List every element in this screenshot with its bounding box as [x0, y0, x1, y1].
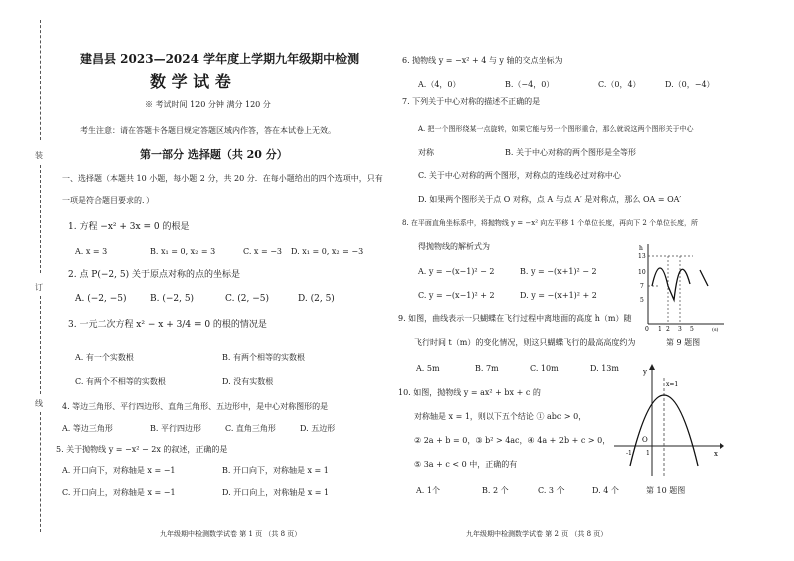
x-tick: 5 [690, 326, 694, 332]
notice: 考生注意：请在答题卡各题目规定答题区域内作答，答在本试卷上无效。 [80, 126, 336, 135]
exam-title: 建昌县 2023—2024 学年度上学期九年级期中检测 [80, 52, 360, 66]
figure-10-caption: 第 10 题图 [646, 486, 686, 495]
question-stem: 8. 在平面直角坐标系中，将抛物线 y = −x² 向左平移 1 个单位长度，再向下 2 个单位长度，所 [402, 219, 699, 227]
dashed-line [40, 165, 41, 273]
option: D. 没有实数根 [222, 377, 274, 386]
origin-label: O [642, 436, 648, 444]
part1-intro: 一、选择题（本题共 10 小题，每小题 2 分，共 20 分．在每小题给出的四个选项中，只有 [62, 174, 383, 183]
option: A. 等边三角形 [62, 424, 113, 433]
question-stem: 4. 等边三角形、平行四边形、直角三角形、五边形中，是中心对称图形的是 [62, 402, 329, 411]
option: 对称 [418, 148, 434, 157]
question-stem-cont: ② 2a + b = 0，③ b² > 4ac，④ 4a + 2b + c > 0， [414, 436, 611, 445]
question-stem: 10. 如图，抛物线 y = ax² + bx + c 的 [398, 388, 541, 397]
dashed-line [40, 296, 41, 394]
question-stem-cont: 飞行时间 t（m）的变化情况，则这只蝴蝶飞行的最高高度约为 [414, 338, 636, 347]
option: A. y = −(x−1)² − 2 [418, 267, 495, 276]
dashed-line [40, 20, 41, 140]
binding-char-zhuang: 装 [35, 151, 43, 160]
question-stem: 1. 方程 −x² + 3x = 0 的根是 [68, 222, 190, 232]
time-info: ※ 考试时间 120 分钟 满分 120 分 [145, 100, 271, 109]
symmetry-label: x=1 [666, 381, 679, 388]
question-stem: 2. 点 P(−2, 5) 关于原点对称的点的坐标是 [68, 270, 240, 280]
y-tick: 7 [640, 283, 644, 290]
question-stem: 7. 下列关于中心对称的描述不正确的是 [402, 97, 541, 106]
x-tick: 2 [666, 326, 670, 332]
option: A. 把一个图形绕某一点旋转，如果它能与另一个图形重合，那么就说这两个图形关于中心 [418, 125, 694, 133]
option: A. x = 3 [75, 247, 108, 256]
option: D. x₁ = 0, x₂ = −3 [291, 247, 364, 256]
question-stem-cont: 得抛物线的解析式为 [418, 242, 490, 251]
option: C. 3 个 [538, 486, 565, 495]
binding-char-ding: 订 [35, 283, 43, 292]
option: C. 关于中心对称的两个图形，对称点的连线必过对称中心 [418, 171, 621, 180]
y-axis-arrow [649, 364, 655, 370]
x-axis-unit: (s) [712, 327, 719, 332]
y-axis-label: h [639, 245, 643, 252]
y-tick: 13 [638, 253, 646, 260]
option: D. 开口向上，对称轴是 x = 1 [222, 488, 330, 497]
question-stem: 3. 一元二次方程 x² − x + 3/4 = 0 的根的情况是 [68, 320, 267, 330]
x-axis-arrow [720, 443, 724, 449]
option: C. 10m [530, 364, 559, 373]
option: D.（0，−4） [665, 80, 715, 89]
question-stem: 5. 关于抛物线 y = −x² − 2x 的叙述，正确的是 [56, 445, 228, 454]
x-tick: 1 [646, 450, 650, 457]
x-tick: -1 [626, 450, 632, 457]
option: A. 1个 [416, 486, 440, 495]
option: C. x = −3 [243, 247, 283, 256]
option: B. 有两个相等的实数根 [222, 353, 305, 362]
y-tick: 5 [640, 297, 644, 304]
x-tick: 1 [658, 326, 662, 332]
option: D. 五边形 [300, 424, 336, 433]
option: D. 4 个 [592, 486, 619, 495]
option: C. y = −(x−1)² + 2 [418, 291, 495, 300]
dashed-line [40, 412, 41, 532]
x-label: x [714, 450, 718, 458]
question-stem: 9. 如图，曲线表示一只蝴蝶在飞行过程中离地面的高度 h（m）随 [398, 314, 632, 323]
page-footer: 九年级期中检测数学试卷 第 1 页 （共 8 页） [160, 530, 302, 538]
option: C. 有两个不相等的实数根 [75, 377, 166, 386]
option: D. 13m [590, 364, 619, 373]
option: A. 开口向下，对称轴是 x = −1 [62, 466, 176, 475]
option: B. 2 个 [482, 486, 509, 495]
option: D. (2, 5) [298, 294, 335, 304]
option: D. 如果两个图形关于点 O 对称，点 A 与点 A′ 是对称点，那么 OA = OA′ [418, 195, 682, 204]
question-stem-cont: ⑤ 3a + c < 0 中，正确的有 [414, 460, 518, 469]
option: B. x₁ = 0, x₂ = 3 [150, 247, 216, 256]
option: C.（0，4） [598, 80, 641, 89]
option: C. 开口向上，对称轴是 x = −1 [62, 488, 176, 497]
option: A.（4，0） [418, 80, 461, 89]
option: B. y = −(x+1)² − 2 [520, 267, 597, 276]
option: D. y = −(x+1)² + 2 [520, 291, 597, 300]
question-stem: 6. 抛物线 y = −x² + 4 与 y 轴的交点坐标为 [402, 56, 563, 65]
y-tick: 10 [638, 269, 646, 276]
option: A. 5m [416, 364, 440, 373]
x-tick: 0 [645, 326, 649, 332]
option: B. 平行四边形 [150, 424, 201, 433]
option: C. 直角三角形 [225, 424, 276, 433]
option: A. 有一个实数根 [75, 353, 134, 362]
exam-subject: 数 学 试 卷 [150, 72, 231, 91]
question-stem-cont: 对称轴是 x = 1，则以下五个结论 ① abc > 0， [414, 412, 587, 421]
figure-10-graph [612, 362, 724, 478]
option: B. 开口向下，对称轴是 x = 1 [222, 466, 329, 475]
option: B.（−4，0） [505, 80, 555, 89]
part1-heading: 第一部分 选择题（共 20 分） [140, 148, 288, 161]
option: B. (−2, 5) [150, 294, 195, 304]
y-label: y [643, 368, 647, 376]
option: C. (2, −5) [225, 294, 270, 304]
page-footer: 九年级期中检测数学试卷 第 2 页 （共 8 页） [466, 530, 608, 538]
option: B. 关于中心对称的两个图形是全等形 [505, 148, 636, 157]
figure-9-graph [638, 240, 728, 332]
binding-char-xian: 线 [35, 399, 43, 408]
option: A. (−2, −5) [75, 294, 127, 304]
figure-9-caption: 第 9 题图 [666, 338, 701, 347]
part1-intro: 一项是符合题目要求的．） [62, 196, 154, 205]
option: B. 7m [475, 364, 499, 373]
x-tick: 3 [678, 326, 682, 332]
